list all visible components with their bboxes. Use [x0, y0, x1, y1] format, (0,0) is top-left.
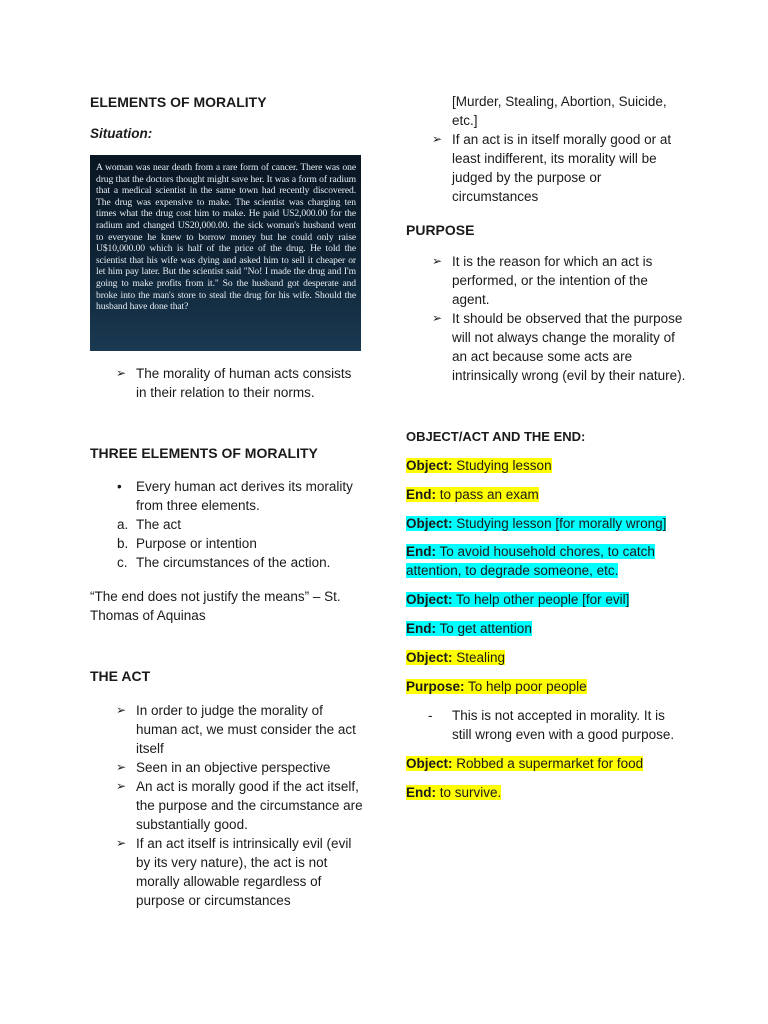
list-item: ➢ If an act itself is intrinsically evil (evil by its very nature), the act is not morally allowable regardless of purpose or circumstances: [116, 836, 352, 908]
example-object-4: Object: Stealing: [406, 650, 506, 665]
example-object-1: Object: Studying lesson: [406, 458, 552, 473]
arrowhead-icon: ➢: [432, 254, 443, 268]
list-item: c. The circumstances of the action.: [117, 555, 331, 570]
list-item: ➢ It should be observed that the purpose will not always change the morality of an act because some acts are intrinsically wrong (evil by their nature).: [432, 311, 686, 383]
section-title-purpose: PURPOSE: [406, 222, 475, 238]
example-object-2: Object: Studying lesson [for morally wrong]: [406, 516, 667, 531]
arrowhead-icon: ➢: [116, 703, 127, 717]
list-item: ➢ It is the reason for which an act is performed, or the intention of the agent.: [432, 254, 653, 307]
situation-label: Situation:: [90, 126, 153, 141]
list-item: a. The act: [117, 517, 182, 532]
dot-icon: •: [117, 479, 122, 494]
list-item: ➢ The morality of human acts consists in their relation to their norms.: [116, 366, 352, 400]
continued-text: [Murder, Stealing, Abortion, Suicide, etc.]: [452, 94, 667, 128]
right-column: [406, 92, 686, 802]
list-item: ➢ Seen in an objective perspective: [116, 760, 331, 775]
example-end-1: End: to pass an exam: [406, 487, 539, 502]
list-item: ➢ In order to judge the morality of human act, we must consider the act itself: [116, 703, 356, 756]
arrowhead-icon: ➢: [432, 311, 443, 325]
list-item: ➢ An act is morally good if the act itself, the purpose and the circumstance are substantially good.: [116, 779, 363, 832]
purpose-list: [406, 252, 686, 385]
dash-icon: -: [428, 708, 433, 723]
section-title-object-act-end: OBJECT/ACT AND THE END:: [406, 429, 586, 444]
act-list: [90, 701, 365, 910]
arrowhead-icon: ➢: [116, 779, 127, 793]
arrowhead-icon: ➢: [116, 366, 127, 380]
three-elements-list: [90, 477, 365, 572]
continued-list: [406, 130, 686, 206]
list-item: b. Purpose or intention: [117, 536, 257, 551]
intro-list: [90, 364, 365, 402]
page-title: ELEMENTS OF MORALITY: [90, 94, 267, 110]
example-object-5: Object: Robbed a supermarket for food: [406, 756, 644, 771]
arrowhead-icon: ➢: [116, 760, 127, 774]
example-purpose-4: Purpose: To help poor people: [406, 679, 587, 694]
example-end-5: End: to survive.: [406, 785, 502, 800]
left-column: [90, 93, 365, 910]
dash-note: - This is not accepted in morality. It is still wrong even with a good purpose.: [428, 708, 675, 742]
arrowhead-icon: ➢: [116, 836, 127, 850]
quote: “The end does not justify the means” – St. Thomas of Aquinas: [90, 589, 341, 623]
example-end-3: End: To get attention: [406, 621, 532, 636]
list-item: • Every human act derives its morality from three elements.: [117, 479, 353, 513]
situation-image: A woman was near death from a rare form of cancer. There was one drug that the doctors thought might save her. It was a form of radium that a medical scientist in the same town had recently discovered. The drug was expensive to make. The scientist was charging ten times what the drug cost him to make. He paid US2,000.00 for the radium and changed US20,000.00. the sick woman's husband went to everyone he knew to borrow money but he could only raise U$10,000.00 which is half of the price of the drug. He told the scientist that his wife was dying and asked him to sell it cheaper or let him pay later. But the scientist said "No! I made the drug and I'm going to make profits from it." So the husband got desperate and broke into the man's store to steal the drug for his wife. Should the husband have done that?: [90, 155, 361, 351]
arrowhead-icon: ➢: [432, 132, 443, 146]
list-item: ➢ If an act is in itself morally good or at least indifferent, its morality will be judged by the purpose or circumstances: [432, 132, 672, 204]
example-object-3: Object: To help other people [for evil]: [406, 592, 630, 607]
section-title-the-act: THE ACT: [90, 668, 151, 684]
section-title-three-elements: THREE ELEMENTS OF MORALITY: [90, 445, 318, 461]
example-end-2: End: To avoid household chores, to catch attention, to degrade someone, etc.: [406, 544, 655, 578]
